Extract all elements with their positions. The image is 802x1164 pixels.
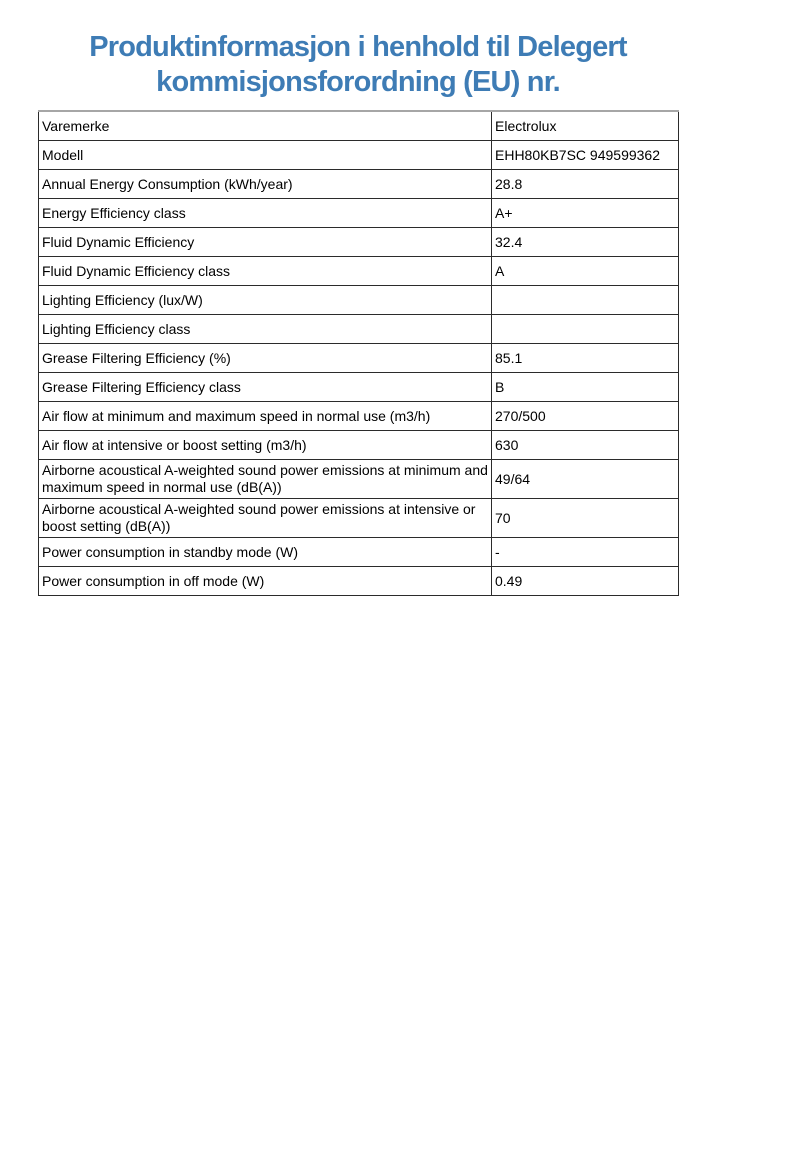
row-value: 0.49 (492, 567, 679, 596)
row-value (492, 315, 679, 344)
row-value: 630 (492, 431, 679, 460)
table-row (39, 315, 679, 344)
table-row (39, 199, 679, 228)
row-label: Airborne acoustical A-weighted sound power emissions at intensive or boost setting (dB(A)) (39, 499, 492, 538)
table-row (39, 111, 679, 141)
page-title-line1: Produktinformasjon i henhold til Delegert (89, 31, 627, 63)
row-value (492, 286, 679, 315)
row-value: Electrolux (492, 111, 679, 141)
table-row (39, 402, 679, 431)
row-value: 49/64 (492, 460, 679, 499)
row-label: Annual Energy Consumption (kWh/year) (39, 170, 492, 199)
row-label: Varemerke (39, 111, 492, 141)
table-body (39, 111, 679, 596)
row-value: A (492, 257, 679, 286)
table-row (39, 170, 679, 199)
table-row (39, 344, 679, 373)
row-label: Grease Filtering Efficiency (%) (39, 344, 492, 373)
row-label: Air flow at minimum and maximum speed in normal use (m3/h) (39, 402, 492, 431)
page-title (38, 30, 678, 100)
row-value: 32.4 (492, 228, 679, 257)
page-title-line2: kommisjonsforordning (EU) nr. (156, 66, 560, 98)
row-value: EHH80KB7SC 949599362 (492, 141, 679, 170)
row-label: Power consumption in off mode (W) (39, 567, 492, 596)
row-value: A+ (492, 199, 679, 228)
row-label: Lighting Efficiency class (39, 315, 492, 344)
row-value: 70 (492, 499, 679, 538)
row-label: Energy Efficiency class (39, 199, 492, 228)
row-label: Grease Filtering Efficiency class (39, 373, 492, 402)
table-row (39, 228, 679, 257)
row-label: Air flow at intensive or boost setting (m3/h) (39, 431, 492, 460)
row-value: 85.1 (492, 344, 679, 373)
document-page (0, 30, 802, 1143)
table-row (39, 460, 679, 499)
row-label: Fluid Dynamic Efficiency class (39, 257, 492, 286)
row-label: Airborne acoustical A-weighted sound power emissions at minimum and maximum speed in normal use (dB(A)) (39, 460, 492, 499)
row-value: - (492, 538, 679, 567)
table-row (39, 286, 679, 315)
row-value: 28.8 (492, 170, 679, 199)
table-row (39, 431, 679, 460)
row-label: Modell (39, 141, 492, 170)
table-row (39, 567, 679, 596)
row-label: Fluid Dynamic Efficiency (39, 228, 492, 257)
row-label: Power consumption in standby mode (W) (39, 538, 492, 567)
table-row (39, 373, 679, 402)
table-row (39, 538, 679, 567)
row-label: Lighting Efficiency (lux/W) (39, 286, 492, 315)
product-info-table (38, 110, 679, 596)
row-value: 270/500 (492, 402, 679, 431)
blank-page-area (0, 596, 802, 1143)
table-row (39, 141, 679, 170)
row-value: B (492, 373, 679, 402)
table-row (39, 257, 679, 286)
table-row (39, 499, 679, 538)
